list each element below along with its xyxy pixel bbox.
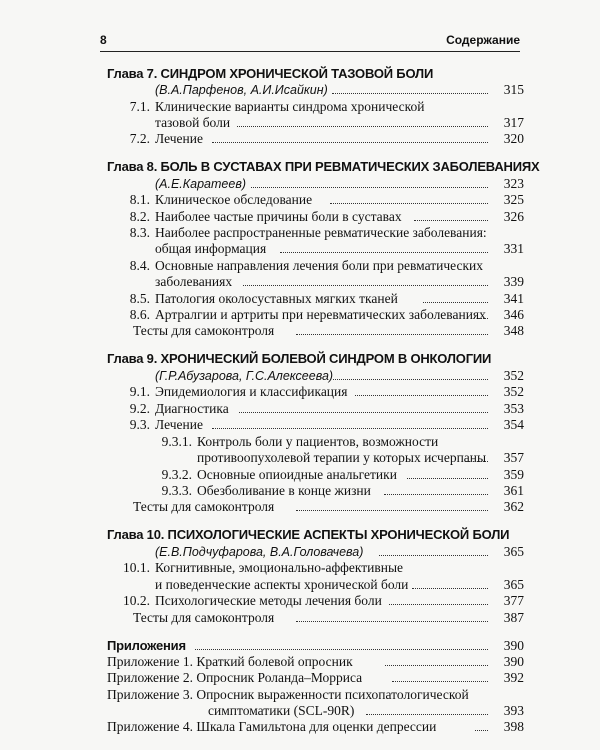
chapter-title: Глава 10. ПСИХОЛОГИЧЕСКИЕ АСПЕКТЫ ХРОНИЧЕСКОЙ БОЛИ	[107, 527, 510, 542]
toc-entry: Приложение 2. Опросник Роланда–Морриса 392	[107, 670, 524, 685]
toc-entry: (В.А.Парфенов, А.И.Исайкин) 315	[0, 80, 600, 100]
toc-entry: заболеваниях 339	[155, 274, 524, 289]
toc-entry: 7.2. Лечение 320	[129, 131, 524, 146]
toc-entry: 9.3. Лечение 354	[129, 417, 524, 432]
toc-entry: 8.4. Основные направления лечения боли при ревматических	[129, 258, 484, 273]
toc-entry: Тесты для самоконтроля 348	[133, 323, 524, 338]
toc-entry: 10.1. Когнитивные, эмоционально-аффективные	[123, 560, 404, 575]
toc-entry: Приложения 390	[0, 636, 600, 656]
toc-entry: 9.3.3. Обезболивание в конце жизни 361	[161, 483, 524, 498]
toc-entry: 10.2. Психологические методы лечения боли 377	[123, 593, 524, 608]
toc-entry: 9.3.1. Контроль боли у пациентов, возможности	[161, 434, 439, 449]
appendix-title: Приложения	[107, 638, 186, 653]
toc-entry: Тесты для самоконтроля 387	[133, 610, 524, 625]
running-header	[100, 33, 520, 52]
toc-entry: Приложение 3. Опросник выраженности психопатологической	[107, 687, 469, 702]
toc-entry: (А.Е.Каратеев) 323	[0, 174, 600, 194]
chapter-authors: (Е.В.Подчуфарова, В.А.Головачева)	[155, 545, 364, 559]
toc-entry: 7.1. Клинические варианты синдрома хронической	[129, 99, 425, 114]
chapter-title: Глава 7. СИНДРОМ ХРОНИЧЕСКОЙ ТАЗОВОЙ БОЛИ	[107, 66, 434, 81]
toc-entry: (Е.В.Подчуфарова, В.А.Головачева) 365	[0, 542, 600, 562]
toc-entry: 9.3.2. Основные опиоидные анальгетики 359	[161, 467, 524, 482]
toc-entry: 8.1. Клиническое обследование 325	[129, 192, 524, 207]
toc-entry: противоопухолевой терапии у которых исчерпаны 357	[197, 450, 524, 465]
toc-entry: Приложение 4. Шкала Гамильтона для оценки депрессии 398	[107, 719, 524, 734]
chapter-authors: (А.Е.Каратеев)	[155, 177, 247, 191]
toc-entry: общая информация 331	[155, 241, 524, 256]
page-number: 8	[100, 33, 107, 47]
toc-entry: 8.2. Наиболее частые причины боли в суставах 326	[129, 209, 524, 224]
toc-entry: 9.2. Диагностика 353	[129, 401, 524, 416]
toc-entry: 8.3. Наиболее распространенные ревматические заболевания:	[129, 225, 487, 240]
section-title: Содержание	[446, 33, 520, 47]
toc-entry: (Г.Р.Абузарова, Г.С.Алексеева) 352	[0, 366, 600, 386]
chapter-title: Глава 8. БОЛЬ В СУСТАВАХ ПРИ РЕВМАТИЧЕСКИХ ЗАБОЛЕВАНИЯХ	[107, 159, 540, 174]
toc-entry: 8.5. Патология околосуставных мягких тканей 341	[129, 291, 524, 306]
chapter-title: Глава 9. ХРОНИЧЕСКИЙ БОЛЕВОЙ СИНДРОМ В ОНКОЛОГИИ	[107, 351, 492, 366]
toc-entry: тазовой боли 317	[155, 115, 524, 130]
toc-entry: и поведенческие аспекты хронической боли 365	[155, 577, 524, 592]
toc-entry: 9.1. Эпидемиология и классификация 352	[129, 384, 524, 399]
toc-entry: симптоматики (SCL-90R) 393	[208, 703, 524, 718]
chapter-authors: (В.А.Парфенов, А.И.Исайкин)	[155, 83, 328, 97]
toc-entry: 8.6. Артралгии и артриты при неревматических заболеваниях 346	[129, 307, 524, 322]
toc-entry: Тесты для самоконтроля 362	[133, 499, 524, 514]
toc-entry: Приложение 1. Краткий болевой опросник 390	[107, 654, 524, 669]
chapter-authors: (Г.Р.Абузарова, Г.С.Алексеева)	[155, 369, 334, 383]
